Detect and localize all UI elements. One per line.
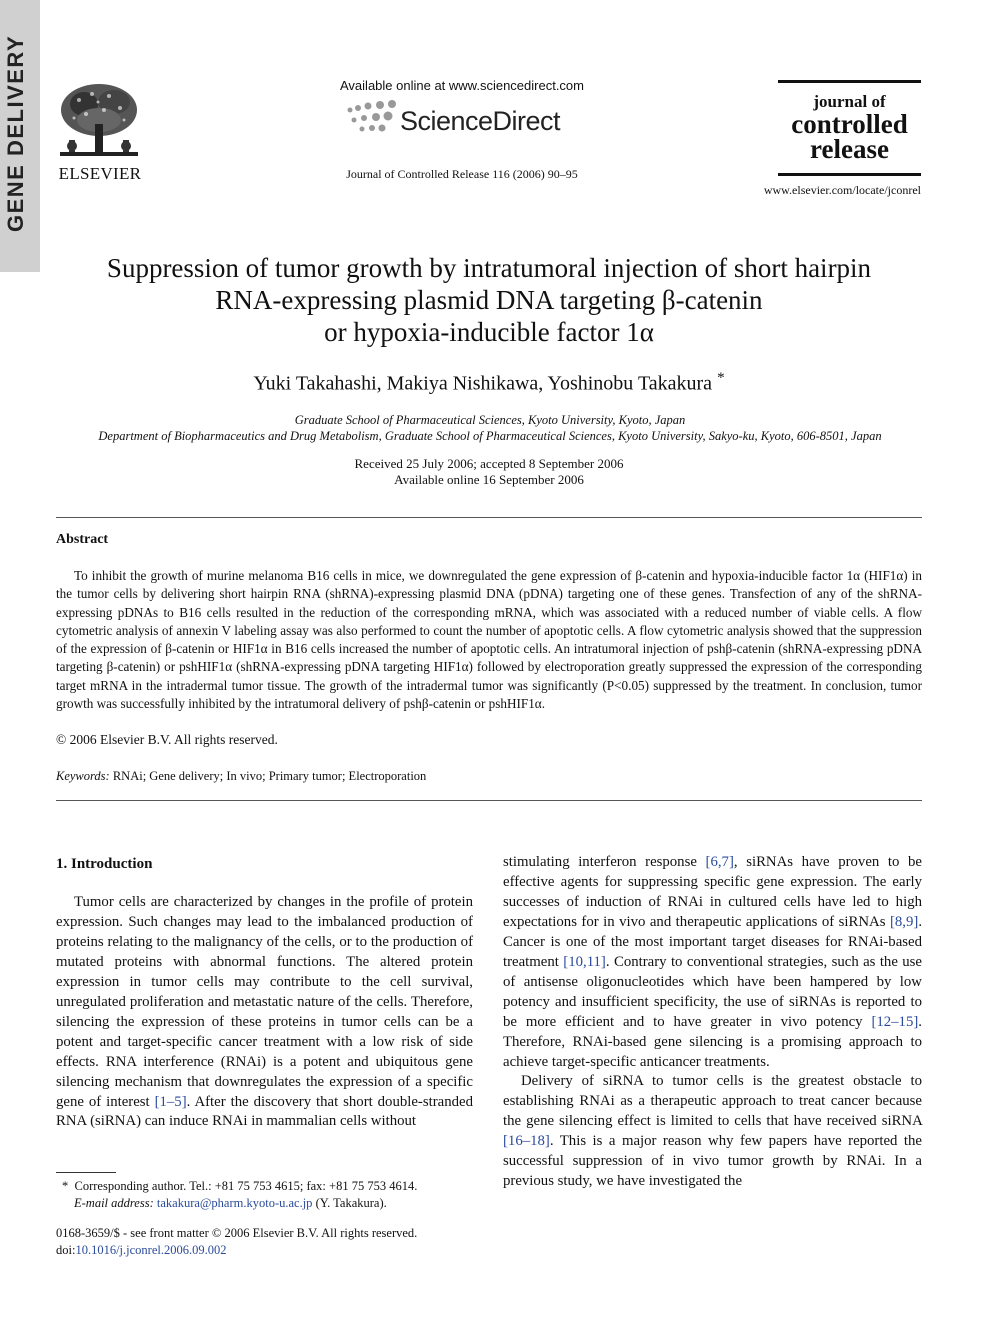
- sciencedirect-wordmark: ScienceDirect: [400, 106, 561, 136]
- keywords-list: RNAi; Gene delivery; In vivo; Primary tumor; Electroporation: [112, 769, 427, 783]
- abstract-text: To inhibit the growth of murine melanoma B16 cells in mice, we downregulated the gene expression of β-catenin and hypoxia-inducible factor 1α (HIF1α) in the tumor cells by delivering short hairpin RNA (shRNA)-expressing plasmid DNA (pDNA) targeting one of these genes. Transfection of any of the shRNA-expressing pDNAs to B16 cells resulted in the reduction of the corresponding mRNA, which was associated with a reduced number of viable cells. A flow cytometric analysis of annexin V labeling assay was also performed to count the number of apoptotic cells. A flow cytometric analysis showed that the suppression of the expression of β-catenin or HIF1α in B16 cells increased the number of apoptotic cells. An intratumoral injection of pshβ-catenin (shRNA-expressing pDNA targeting β-catenin) or pshHIF1α (shRNA-expressing pDNA targeting HIF1α) followed by electroporation greatly suppressed the expression of the corresponding target mRNA in the intradermal tumor tissue. The growth of the intradermal tumor was significantly (P<0.05) suppressed by the treatment. In conclusion, tumor growth was successfully inhibited by the intratumoral delivery of pshβ-catenin or pshHIF1α.: [56, 568, 922, 712]
- abstract-copyright: © 2006 Elsevier B.V. All rights reserved.: [56, 732, 278, 747]
- keywords-label: Keywords:: [56, 769, 110, 783]
- title-line-3: or hypoxia-inducible factor 1α: [324, 317, 654, 347]
- footnote-rule: [56, 1172, 116, 1173]
- corresponding-author-mark[interactable]: *: [717, 370, 725, 386]
- journal-logo-line3: release: [810, 134, 889, 164]
- footnote-mark: *: [62, 1179, 69, 1193]
- keywords: [56, 769, 426, 784]
- issn-line: 0168-3659/$ - see front matter © 2006 Elsevier B.V. All rights reserved.: [56, 1226, 418, 1240]
- author-list: [56, 370, 922, 396]
- email-footnote: E-mail address: takakura@pharm.kyoto-u.ac.jp (Y. Takakura).: [74, 1196, 387, 1210]
- doi-link[interactable]: 10.1016/j.jconrel.2006.09.002: [75, 1243, 227, 1257]
- author-email-link[interactable]: takakura@pharm.kyoto-u.ac.jp: [156, 1196, 313, 1210]
- doi-line: doi:10.1016/j.jconrel.2006.09.002: [56, 1243, 227, 1257]
- ref-link-10-11[interactable]: [10,11]: [563, 953, 606, 970]
- received-date: Received 25 July 2006; accepted 8 September 2006: [354, 456, 624, 471]
- affiliation-1: Graduate School of Pharmaceutical Sciences, Kyoto University, Kyoto, Japan: [294, 413, 686, 427]
- authors-text: Yuki Takahashi, Makiya Nishikawa, Yoshinobu Takakura: [253, 372, 713, 395]
- journal-url-link[interactable]: www.elsevier.com/locate/jconrel: [763, 183, 921, 197]
- available-online-text: Available online at www.sciencedirect.com: [340, 78, 584, 93]
- abstract-top-rule: [56, 517, 922, 518]
- intro-paragraph-1: Tumor cells are characterized by changes in the profile of protein expression. Such changes may lead to the imbalanced production of proteins relating to the malignancy of the cells, or to the production of mutated proteins with abnormal functions. The altered protein expression in tumor cells may contribute to the cell survival, unregulated proliferation and metastatic nature of the cells. Therefore, silencing the expression of these proteins in tumor cells can be a potent and target-specific cancer treatment with a low risk of side effects. RNA interference (RNAi) is a potent and ubiquitous gene silencing mechanism that downregulates the expression of a specific gene of interest [1–5]. After the discovery that short double-stranded RNA (siRNA) can induce RNAi in mammalian cells without: [56, 894, 473, 1130]
- title-line-1: Suppression of tumor growth by intratumoral injection of short hairpin: [106, 253, 872, 283]
- journal-citation: Journal of Controlled Release 116 (2006) 90–95: [346, 167, 578, 181]
- section-side-tab: [0, 0, 40, 272]
- ref-link-12-15[interactable]: [12–15]: [871, 1013, 919, 1030]
- introduction-heading: 1. Introduction: [56, 856, 153, 872]
- journal-logo: [778, 80, 921, 176]
- journal-logo-line2: controlled: [791, 109, 908, 139]
- abstract-heading: Abstract: [56, 532, 109, 547]
- ref-link-8-9[interactable]: [8,9]: [889, 913, 919, 930]
- affiliation-2: Department of Biopharmaceutics and Drug Metabolism, Graduate School of Pharmaceutical Sciences, Kyoto University, Sakyo-ku, Kyoto, 606-8501, Japan: [98, 429, 882, 443]
- elsevier-tree-logo: [54, 80, 144, 164]
- article-title: [56, 252, 922, 348]
- publisher-name: ELSEVIER: [58, 164, 142, 183]
- title-line-2: RNA-expressing plasmid DNA targeting β-catenin: [215, 285, 763, 315]
- ref-link-6-7[interactable]: [6,7]: [705, 854, 734, 870]
- sciencedirect-dots-icon: [344, 100, 400, 138]
- ref-link-16-18[interactable]: [16–18]: [503, 1133, 550, 1150]
- left-column: [56, 893, 473, 1132]
- intro-paragraph-2: Delivery of siRNA to tumor cells is the greatest obstacle to establishing RNAi as a therapeutic approach to treat cancer because the gene silencing effect is limited to cells that have received siRNA [16–18]. This is a major reason why few papers have reported the successful suppression of in vivo tumor growth by RNAi. In a previous study, we have investigated the: [503, 1073, 922, 1190]
- intro-paragraph-1-cont: stimulating interferon response [6,7], siRNAs have proven to be effective agents for suppressing specific gene expression. The early successes of induction of RNAi in cultured cells have led to high expectations for in vivo and therapeutic applications of siRNAs [8,9]. Cancer is one of the most important target diseases for RNAi-based treatment [10,11]. Contrary to conventional strategies, such as the use of antisense oligonucleotides which have been hampered by low potency and insufficient specificity, the use of siRNAs is reported to be more efficient and to have greater in vivo potency [12–15]. Therefore, RNAi-based gene silencing is a promising approach to achieve target-specific anticancer treatments.: [503, 854, 923, 1070]
- side-tab-label: GENE DELIVERY: [3, 34, 28, 232]
- corresponding-author-footnote: * Corresponding author. Tel.: +81 75 753 4615; fax: +81 75 753 4614.: [62, 1179, 418, 1193]
- abstract-bottom-rule: [56, 800, 922, 801]
- available-date: Available online 16 September 2006: [394, 472, 584, 487]
- right-column: [503, 853, 922, 1192]
- ref-link-1-5[interactable]: [1–5]: [154, 1093, 187, 1110]
- journal-logo-line1: journal of: [813, 92, 886, 111]
